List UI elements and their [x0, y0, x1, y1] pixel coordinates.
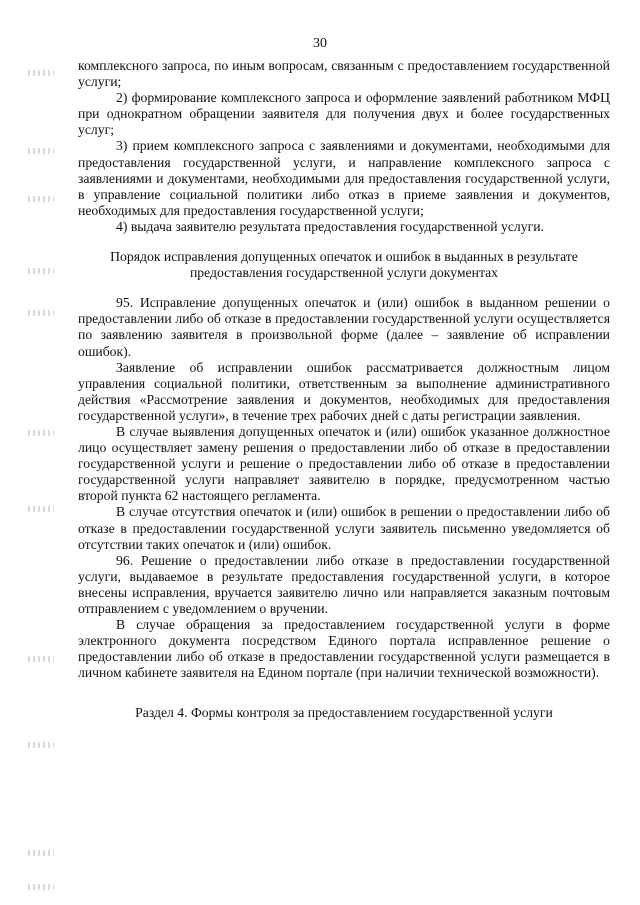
- document-body: [78, 58, 610, 736]
- scan-artifact: [28, 430, 54, 436]
- scan-artifact: [28, 850, 54, 856]
- paragraph-95-replacement: В случае выявления допущенных опечаток и (или) ошибок указанное должностное лицо осуществляет замену решения о предоставлении либо об отказе в предоставлении государственной услуги и решение о предоставлении либо об отказе в предоставлении государственной услуги направляет заявителю в порядке, предусмотренном частью второй пункта 62 настоящего регламента.: [78, 423, 610, 504]
- paragraph-95: 95. Исправление допущенных опечаток и (или) ошибок в выданном решении о предоставлении либо об отказе в предоставлении государственной услуги осуществляется по заявлению заявителя в произвольной форме (далее – заявление об исправлении ошибок).: [78, 295, 610, 359]
- paragraph-95-review: Заявление об исправлении ошибок рассматривается должностным лицом управления социальной политики, ответственным за выполнение административного действия «Рассмотрение заявления и документов, необходимых для предоставления государственной услуги», в течение трех рабочих дней с даты регистрации заявления.: [78, 359, 610, 423]
- page-number: 30: [313, 36, 327, 51]
- paragraph-continuation: комплексного запроса, по иным вопросам, связанным с предоставлением государственной услуги;: [78, 58, 610, 90]
- scan-artifact: [28, 506, 54, 512]
- scan-artifact: [28, 656, 54, 662]
- scan-artifact: [28, 70, 54, 76]
- scan-artifact: [28, 310, 54, 316]
- paragraph-96: 96. Решение о предоставлении либо отказе в предоставлении государственной услуги, выдаваемое в результате предоставления государственной услуги, в которое внесены исправления, вручается заявителю лично или направляется заказным почтовым отправлением с уведомлением о вручении.: [78, 552, 610, 616]
- paragraph-95-no-errors: В случае отсутствия опечаток и (или) ошибок в решении о предоставлении либо об отказе в предоставлении государственной услуги заявитель письменно уведомляется об отсутствии таких опечаток и (или) ошибок.: [78, 504, 610, 552]
- scan-artifact: [28, 268, 54, 274]
- scan-artifact: [28, 148, 54, 154]
- paragraph-item-4: 4) выдача заявителю результата предоставления государственной услуги.: [116, 218, 544, 234]
- section-4-heading: Раздел 4. Формы контроля за предоставлением государственной услуги: [135, 705, 553, 721]
- scan-artifact: [28, 196, 54, 202]
- paragraph-item-3: 3) прием комплексного запроса с заявлениями и документами, необходимыми для предоставления государственной услуги, и направление комплексного запроса с заявлениями и документами, необходимыми для предоставления государственной услуги, в управление социальной политики либо отказ в приеме заявления и документов, необходимых для предоставления государственной услуги;: [78, 138, 610, 218]
- paragraph-item-2: 2) формирование комплексного запроса и оформление заявлений работником МФЦ при однократном обращении заявителя для получения двух и более государственных услуг;: [78, 90, 610, 138]
- scan-artifact: [28, 884, 54, 890]
- paragraph-96-electronic: В случае обращения за предоставлением государственной услуги в форме электронного документа посредством Единого портала исправленное решение о предоставлении либо об отказе в предоставлении государственной услуги размещается в личном кабинете заявителя на Едином портале (при наличии технической возможности).: [78, 617, 610, 681]
- section-heading-corrections: Порядок исправления допущенных опечаток и ошибок в выданных в результате предоставления государственной услуги документах: [110, 249, 578, 281]
- scan-artifact: [28, 742, 54, 748]
